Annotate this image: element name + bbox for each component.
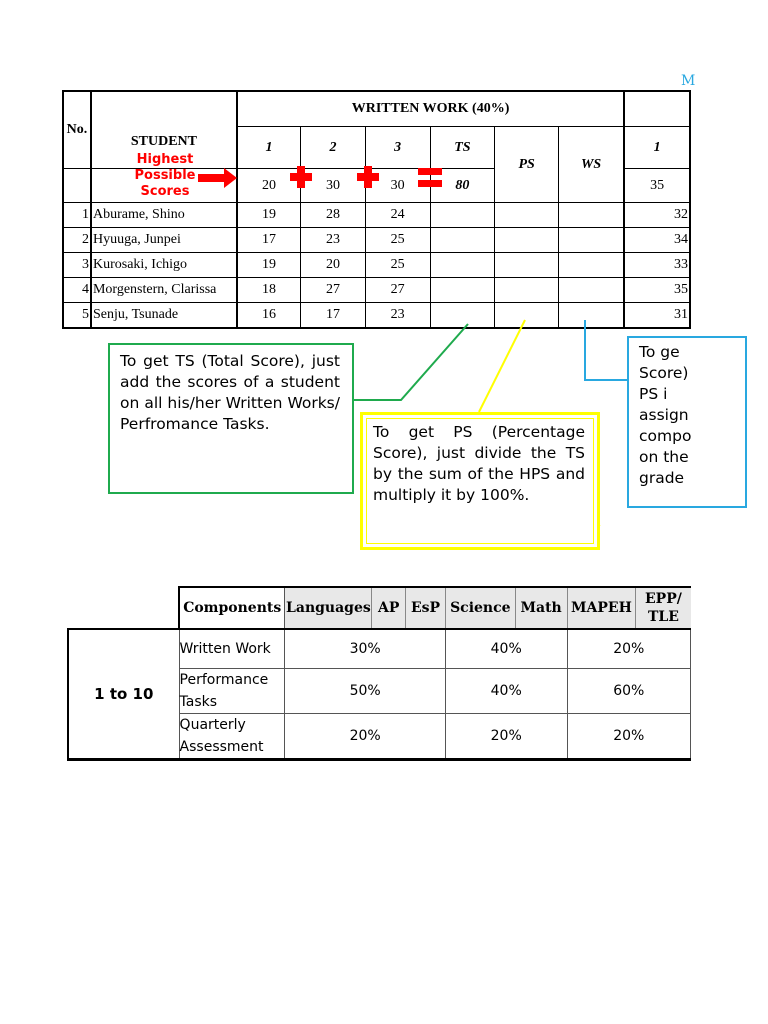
ws-callout-line: compo — [639, 427, 692, 445]
weight-lang-ap-esp: 30% — [285, 629, 446, 668]
subject-esp: EsP — [406, 587, 446, 629]
subject-science: Science — [445, 587, 515, 629]
table-row — [68, 629, 691, 668]
ws-callout-line: assign — [639, 406, 689, 424]
score-p1: 35 — [624, 278, 690, 303]
written-col-ts: TS — [430, 127, 495, 169]
component-label: Written Work — [179, 629, 285, 668]
col-no-header: No. — [63, 91, 91, 169]
ws-callout-line: Score) — [639, 364, 689, 382]
subject-languages: Languages — [285, 587, 372, 629]
grade-level-cell: 1 to 10 — [68, 629, 179, 759]
ts-callout — [108, 343, 354, 494]
score-w3: 25 — [365, 253, 430, 278]
ws-callout-line: PS i — [639, 385, 668, 403]
student-no: 3 — [63, 253, 91, 278]
col-ws-header: WS — [558, 127, 624, 203]
ws-callout-line: on the — [639, 448, 689, 466]
score-p1: 31 — [624, 303, 690, 329]
score-w2: 20 — [301, 253, 366, 278]
weight-sci-math: 40% — [445, 629, 567, 668]
weight-mapeh-epp: 20% — [567, 713, 691, 759]
written-col-1: 1 — [237, 127, 301, 169]
student-name: Morgenstern, Clarissa — [91, 278, 237, 303]
score-w1: 17 — [237, 228, 301, 253]
student-no: 1 — [63, 203, 91, 228]
ps-callout-text: To get PS (Percentage Score), just divide the TS by the sum of the HPS and multiply it by 100%. — [373, 423, 585, 504]
score-w3: 25 — [365, 228, 430, 253]
score-p1: 33 — [624, 253, 690, 278]
components-header: Components — [179, 587, 285, 629]
hps-w3: 30 — [365, 169, 430, 203]
written-col-2: 2 — [301, 127, 366, 169]
col-ps-header: PS — [495, 127, 559, 203]
score-w2: 27 — [301, 278, 366, 303]
written-work-group-header: WRITTEN WORK (40%) — [237, 91, 624, 127]
score-w2: 23 — [301, 228, 366, 253]
score-w3: 24 — [365, 203, 430, 228]
hps-p1: 35 — [624, 169, 690, 203]
yellow-connector — [479, 320, 525, 412]
score-w2: 17 — [301, 303, 366, 329]
hps-w2: 30 — [301, 169, 366, 203]
weight-mapeh-epp: 60% — [567, 668, 691, 713]
ws-callout-line: grade — [639, 469, 685, 487]
cut-off-heading: M — [681, 73, 696, 89]
score-w1: 19 — [237, 203, 301, 228]
ws-callout-line: To ge — [639, 343, 680, 361]
ts-callout-text: To get TS (Total Score), just add the scores of a student on all his/her Written Works/ Perfromance Tasks. — [120, 352, 340, 433]
score-w1: 16 — [237, 303, 301, 329]
subject-math: Math — [515, 587, 567, 629]
score-p1: 32 — [624, 203, 690, 228]
performance-col-1: 1 — [624, 127, 690, 169]
component-weights-table — [67, 586, 691, 761]
ps-callout — [360, 412, 600, 550]
written-col-3: 3 — [365, 127, 430, 169]
subject-epp-tle: EPP/ TLE — [636, 587, 691, 629]
score-w3: 27 — [365, 278, 430, 303]
blue-connector — [585, 320, 627, 380]
subject-mapeh: MAPEH — [567, 587, 636, 629]
weight-sci-math: 40% — [445, 668, 567, 713]
hps-label: Highest Possible Scores — [134, 152, 196, 199]
weight-sci-math: 20% — [445, 713, 567, 759]
student-name: Senju, Tsunade — [91, 303, 237, 329]
hps-ts: 80 — [430, 169, 495, 203]
student-name: Hyuuga, Junpei — [91, 228, 237, 253]
ws-callout — [627, 336, 747, 508]
score-w3: 23 — [365, 303, 430, 329]
score-w1: 19 — [237, 253, 301, 278]
student-no: 4 — [63, 278, 91, 303]
score-w1: 18 — [237, 278, 301, 303]
green-connector — [354, 324, 468, 400]
weight-lang-ap-esp: 20% — [285, 713, 446, 759]
score-w2: 28 — [301, 203, 366, 228]
student-name: Aburame, Shino — [91, 203, 237, 228]
blank-corner — [68, 587, 179, 629]
component-label: Performance Tasks — [179, 668, 285, 713]
student-no: 5 — [63, 303, 91, 329]
weight-lang-ap-esp: 50% — [285, 668, 446, 713]
component-label: Quarterly Assessment — [179, 713, 285, 759]
subject-ap: AP — [372, 587, 406, 629]
hps-w1: 20 — [237, 169, 301, 203]
col-student-header: STUDENT — [91, 91, 237, 169]
score-p1: 34 — [624, 228, 690, 253]
student-name: Kurosaki, Ichigo — [91, 253, 237, 278]
weight-mapeh-epp: 20% — [567, 629, 691, 668]
student-no: 2 — [63, 228, 91, 253]
